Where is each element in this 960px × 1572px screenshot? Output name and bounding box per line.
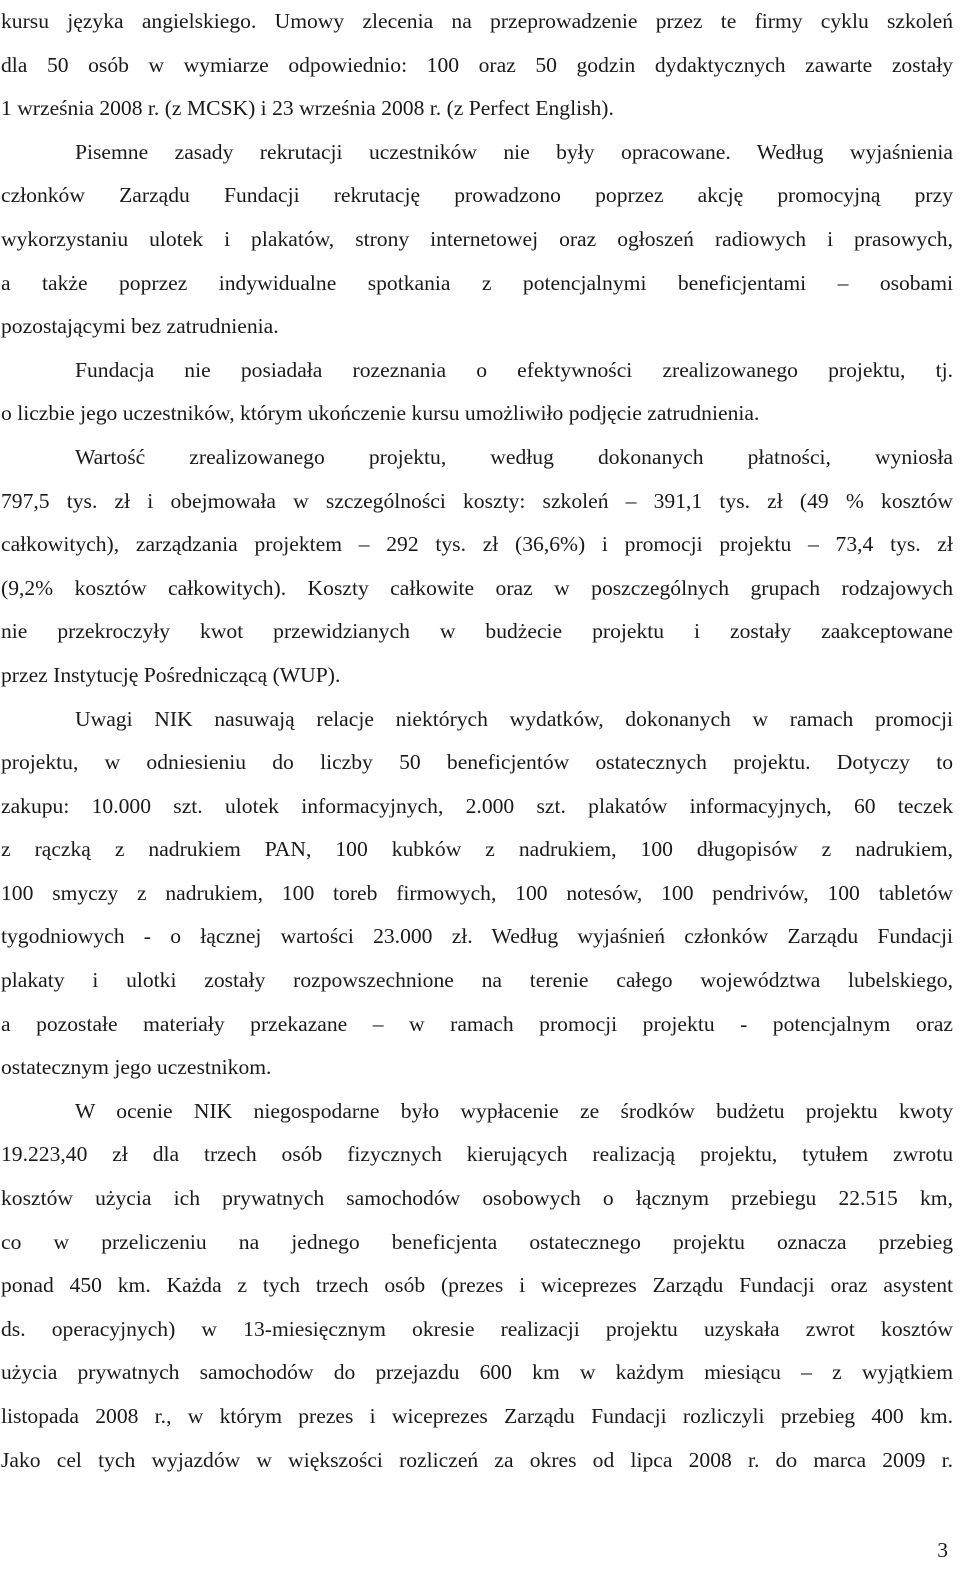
text-line: wykorzystaniu ulotek i plakatów, strony internetowej oraz ogłoszeń radiowych i prasowych, (1, 226, 953, 251)
text-line: Jako cel tych wyjazdów w większości rozliczeń za okres od lipca 2008 r. do marca 2009 r. (1, 1447, 953, 1472)
text-line: plakaty i ulotki zostały rozpowszechnione na terenie całego województwa lubelskiego, (1, 968, 953, 993)
text-line: ostatecznym jego uczestnikom. (1, 1055, 272, 1080)
text-line: 100 smyczy z nadrukiem, 100 toreb firmowych, 100 notesów, 100 pendrivów, 100 tabletów (1, 880, 953, 905)
text-line: projektu, w odniesieniu do liczby 50 beneficjentów ostatecznych projektu. Dotyczy to (1, 750, 953, 775)
text-line: pozostającymi bez zatrudnienia. (1, 314, 279, 339)
text-line: 797,5 tys. zł i obejmowała w szczególności koszty: szkoleń – 391,1 tys. zł (49 % kosztów (1, 488, 953, 513)
page-number: 3 (937, 1538, 948, 1562)
text-line: listopada 2008 r., w którym prezes i wiceprezes Zarządu Fundacji rozliczyli przebieg 400 km. (1, 1404, 953, 1428)
text-line: co w przeliczeniu na jednego beneficjenta ostatecznego projektu oznacza przebieg (1, 1229, 953, 1254)
text-line: o liczbie jego uczestników, którym ukończenie kursu umożliwiło podjęcie zatrudnienia. (1, 401, 760, 426)
text-line: a także poprzez indywidualne spotkania z potencjalnymi beneficjentami – osobami (1, 270, 953, 295)
text-line: ds. operacyjnych) w 13-miesięcznym okresie realizacji projektu uzyskała zwrot kosztów (1, 1316, 953, 1341)
body-text (1, 0, 953, 1482)
text-line: 1 września 2008 r. (z MCSK) i 23 września 2008 r. (z Perfect English). (1, 96, 614, 121)
text-line: a pozostałe materiały przekazane – w ramach promocji projektu - potencjalnym oraz (1, 1011, 953, 1036)
text-line: kursu języka angielskiego. Umowy zlecenia na przeprowadzenie przez te firmy cyklu szkoleń (1, 9, 953, 33)
paragraph-start-line: Wartość zrealizowanego projektu, według dokonanych płatności, wyniosła (75, 444, 953, 469)
text-line: przez Instytucję Pośredniczącą (WUP). (1, 662, 341, 687)
text-line: (9,2% kosztów całkowitych). Koszty całkowite oraz w poszczególnych grupach rodzajowych (1, 575, 953, 600)
text-line: zakupu: 10.000 szt. ulotek informacyjnych, 2.000 szt. plakatów informacyjnych, 60 teczek (1, 793, 953, 818)
text-line: całkowitych), zarządzania projektem – 292 tys. zł (36,6%) i promocji projektu – 73,4 tys. zł (1, 532, 953, 557)
text-line: tygodniowych - o łącznej wartości 23.000 zł. Według wyjaśnień członków Zarządu Fundacji (1, 924, 953, 949)
text-line: kosztów użycia ich prywatnych samochodów osobowych o łącznym przebiegu 22.515 km, (1, 1186, 953, 1211)
text-line: użycia prywatnych samochodów do przejazdu 600 km w każdym miesiącu – z wyjątkiem (1, 1360, 953, 1385)
text-line: nie przekroczyły kwot przewidzianych w budżecie projektu i zostały zaakceptowane (1, 619, 953, 644)
text-line: ponad 450 km. Każda z tych trzech osób (prezes i wiceprezes Zarządu Fundacji oraz asystent (1, 1273, 953, 1298)
paragraph-start-line: Fundacja nie posiadała rozeznania o efektywności zrealizowanego projektu, tj. (75, 357, 953, 382)
text-line: z rączką z nadrukiem PAN, 100 kubków z nadrukiem, 100 długopisów z nadrukiem, (1, 837, 953, 862)
paragraph-start-line: Uwagi NIK nasuwają relacje niektórych wydatków, dokonanych w ramach promocji (75, 706, 953, 731)
paragraph-start-line: Pisemne zasady rekrutacji uczestników nie były opracowane. Według wyjaśnienia (75, 139, 953, 164)
text-line: 19.223,40 zł dla trzech osób fizycznych kierujących realizacją projektu, tytułem zwrotu (1, 1142, 953, 1167)
text-line: członków Zarządu Fundacji rekrutację prowadzono poprzez akcję promocyjną przy (1, 183, 953, 208)
paragraph-start-line: W ocenie NIK niegospodarne było wypłacenie ze środków budżetu projektu kwoty (75, 1098, 953, 1123)
text-line: dla 50 osób w wymiarze odpowiednio: 100 oraz 50 godzin dydaktycznych zawarte zostały (1, 52, 953, 77)
